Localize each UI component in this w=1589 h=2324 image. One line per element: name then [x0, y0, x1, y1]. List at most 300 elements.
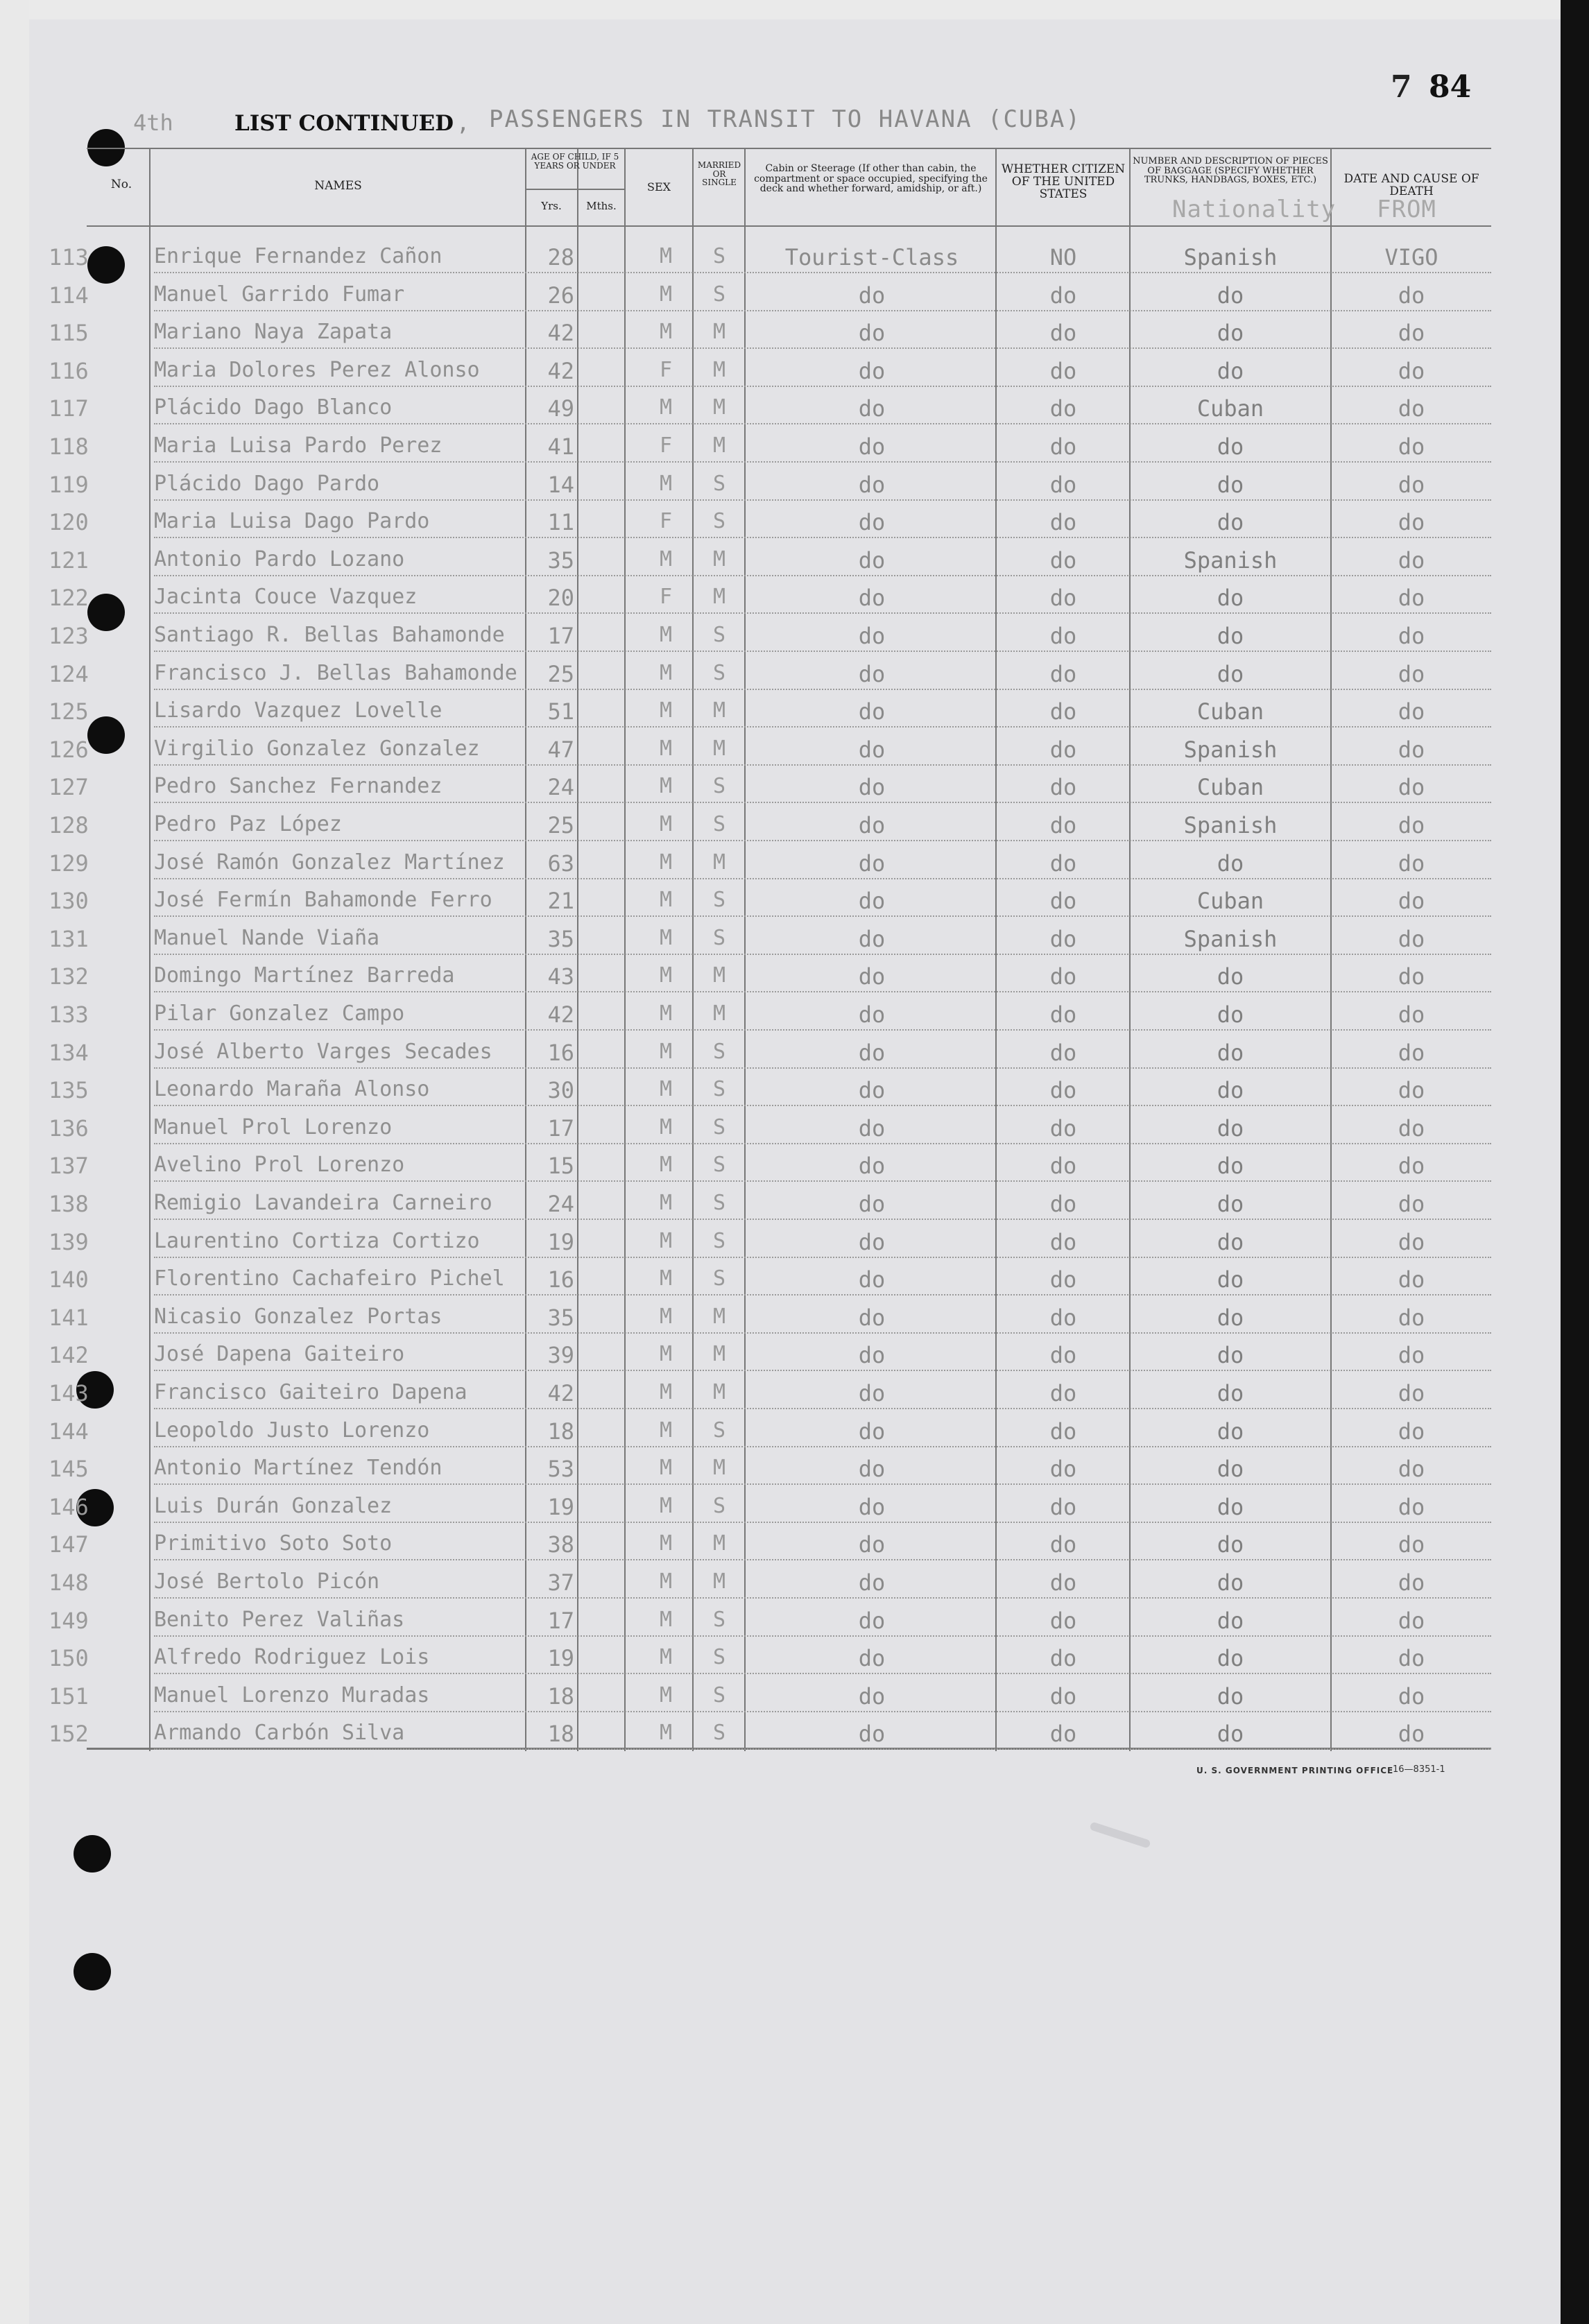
passenger-age: 35: [547, 1304, 574, 1331]
us-citizen: do: [1049, 1380, 1077, 1406]
port-from: do: [1398, 585, 1425, 612]
row-number: 129: [49, 850, 89, 877]
row-number: 121: [49, 546, 89, 574]
passenger-age: 24: [547, 1191, 574, 1217]
cabin-class: do: [858, 1569, 886, 1596]
passenger-sex: M: [659, 660, 673, 685]
passenger-sex: M: [659, 1001, 673, 1026]
nationality: do: [1217, 1039, 1244, 1066]
port-from: do: [1398, 812, 1425, 838]
passenger-sex: M: [659, 812, 673, 836]
port-from: do: [1398, 1266, 1425, 1293]
us-citizen: do: [1049, 1418, 1077, 1445]
passenger-name: José Alberto Varges Secades: [154, 1039, 492, 1064]
row-number: 148: [49, 1569, 89, 1596]
cabin-class: do: [858, 1039, 886, 1066]
passenger-name: Francisco J. Bellas Bahamonde: [154, 660, 517, 685]
passenger-name: Luis Durán Gonzalez: [154, 1493, 393, 1518]
port-from: do: [1398, 1153, 1425, 1180]
passenger-sex: M: [659, 1721, 673, 1746]
us-citizen: do: [1049, 1266, 1077, 1293]
port-from: do: [1398, 1380, 1425, 1406]
passenger-age: 42: [547, 357, 574, 384]
marital-status: S: [712, 282, 726, 307]
port-from: do: [1398, 546, 1425, 574]
row-dotted-rule: [154, 764, 1491, 766]
nationality: do: [1217, 1342, 1244, 1369]
cabin-class: do: [858, 963, 886, 990]
passenger-sex: M: [659, 698, 673, 723]
marital-status: S: [712, 1114, 726, 1139]
nationality: Cuban: [1196, 888, 1264, 915]
marital-status: M: [712, 1531, 726, 1556]
passenger-name: Maria Luisa Pardo Perez: [154, 433, 443, 458]
row-number: 143: [49, 1380, 89, 1406]
row-dotted-rule: [154, 1219, 1491, 1220]
row-dotted-rule: [154, 802, 1491, 803]
marital-status: S: [712, 471, 726, 496]
passenger-sex: M: [659, 1493, 673, 1518]
binder-hole: [74, 1835, 111, 1873]
row-number: 152: [49, 1721, 89, 1748]
row-dotted-rule: [154, 954, 1491, 955]
marital-status: S: [712, 1721, 726, 1746]
marital-status: S: [712, 1418, 726, 1443]
passenger-age: 25: [547, 812, 574, 838]
us-citizen: do: [1049, 1191, 1077, 1217]
passenger-name: Domingo Martínez Barreda: [154, 963, 455, 988]
header-no: No.: [110, 178, 132, 191]
marital-status: M: [712, 395, 726, 420]
row-number: 123: [49, 623, 89, 649]
port-from: do: [1398, 1001, 1425, 1028]
passenger-age: 18: [547, 1418, 574, 1445]
row-dotted-rule: [154, 1029, 1491, 1031]
cabin-class: do: [858, 1114, 886, 1142]
passenger-name: Lisardo Vazquez Lovelle: [154, 698, 443, 723]
row-number: 144: [49, 1418, 89, 1445]
passenger-sex: M: [659, 471, 673, 496]
scan-border-left: [0, 0, 29, 2324]
passenger-age: 53: [547, 1456, 574, 1483]
port-from: do: [1398, 1114, 1425, 1142]
row-dotted-rule: [154, 1370, 1491, 1371]
row-number: 133: [49, 1001, 89, 1028]
nationality: Cuban: [1196, 698, 1264, 725]
cabin-class: do: [858, 698, 886, 725]
port-from: do: [1398, 1077, 1425, 1104]
us-citizen: do: [1049, 963, 1077, 990]
passenger-sex: M: [659, 1191, 673, 1215]
port-from: do: [1398, 433, 1425, 460]
passenger-name: Maria Dolores Perez Alonso: [154, 357, 480, 382]
passenger-sex: M: [659, 395, 673, 420]
row-dotted-rule: [154, 537, 1491, 538]
passenger-sex: M: [659, 1304, 673, 1329]
header-age-yrs: Yrs.: [541, 200, 562, 212]
passenger-name: Enrique Fernandez Cañon: [154, 244, 443, 268]
us-citizen: do: [1049, 546, 1077, 574]
port-from: do: [1398, 395, 1425, 422]
cabin-class: do: [858, 509, 886, 536]
us-citizen: do: [1049, 1531, 1077, 1558]
marital-status: S: [712, 623, 726, 647]
port-from: do: [1398, 736, 1425, 763]
marital-status: S: [712, 1493, 726, 1518]
nationality: do: [1217, 660, 1244, 687]
passenger-sex: M: [659, 1380, 673, 1404]
row-number: 131: [49, 925, 89, 952]
row-number: 115: [49, 320, 89, 347]
row-dotted-rule: [154, 1332, 1491, 1334]
passenger-name: Francisco Gaiteiro Dapena: [154, 1380, 467, 1404]
nationality: do: [1217, 320, 1244, 347]
header-married: MARRIED OR SINGLE: [697, 160, 741, 188]
row-number: 130: [49, 888, 89, 915]
nationality: Spanish: [1183, 925, 1278, 952]
passenger-sex: M: [659, 244, 673, 268]
row-number: 120: [49, 509, 89, 536]
marital-status: S: [712, 1191, 726, 1215]
passenger-age: 41: [547, 433, 574, 460]
passenger-name: Laurentino Cortiza Cortizo: [154, 1228, 480, 1253]
port-from: do: [1398, 1569, 1425, 1596]
header-names: NAMES: [314, 179, 362, 193]
marital-status: M: [712, 1001, 726, 1026]
cabin-class: do: [858, 357, 886, 384]
marital-status: M: [712, 357, 726, 382]
row-dotted-rule: [154, 1143, 1491, 1144]
passenger-name: José Ramón Gonzalez Martínez: [154, 850, 505, 875]
header-death: DATE AND CAUSE OF DEATH: [1343, 172, 1479, 198]
nationality: do: [1217, 471, 1244, 498]
nationality: do: [1217, 1607, 1244, 1634]
row-dotted-rule: [154, 1257, 1491, 1258]
header-age: AGE OF CHILD, IF 5 YEARS OR UNDER: [531, 152, 619, 171]
passenger-age: 19: [547, 1228, 574, 1255]
row-number: 125: [49, 698, 89, 725]
passenger-sex: M: [659, 1645, 673, 1670]
marital-status: S: [712, 1682, 726, 1707]
list-prefix: 4th: [133, 110, 173, 136]
us-citizen: do: [1049, 1342, 1077, 1369]
col-rule: [149, 149, 151, 1751]
cabin-class: do: [858, 1304, 886, 1331]
passenger-age: 63: [547, 850, 574, 877]
passenger-sex: M: [659, 736, 673, 761]
nationality: do: [1217, 1380, 1244, 1406]
passenger-name: Nicasio Gonzalez Portas: [154, 1304, 443, 1329]
passenger-sex: M: [659, 774, 673, 799]
passenger-sex: M: [659, 1039, 673, 1064]
passenger-name: Manuel Garrido Fumar: [154, 282, 405, 307]
passenger-name: Manuel Prol Lorenzo: [154, 1114, 393, 1139]
marital-status: S: [712, 812, 726, 836]
row-dotted-rule: [154, 310, 1491, 311]
nationality: do: [1217, 1493, 1244, 1520]
port-from: do: [1398, 1418, 1425, 1445]
us-citizen: do: [1049, 660, 1077, 687]
row-number: 149: [49, 1607, 89, 1634]
cabin-class: do: [858, 1001, 886, 1028]
port-from: do: [1398, 1645, 1425, 1672]
passenger-age: 39: [547, 1342, 574, 1369]
cabin-class: do: [858, 1191, 886, 1217]
passenger-name: José Bertolo Picón: [154, 1569, 380, 1594]
nationality: do: [1217, 1531, 1244, 1558]
passenger-name: Antonio Martínez Tendón: [154, 1456, 443, 1481]
port-from: do: [1398, 357, 1425, 384]
row-dotted-rule: [154, 1408, 1491, 1409]
row-dotted-rule: [154, 1635, 1491, 1637]
us-citizen: do: [1049, 1607, 1077, 1634]
passenger-age: 30: [547, 1077, 574, 1104]
row-number: 124: [49, 660, 89, 687]
row-number: 116: [49, 357, 89, 384]
us-citizen: do: [1049, 509, 1077, 536]
row-dotted-rule: [154, 726, 1491, 728]
passenger-sex: M: [659, 1153, 673, 1178]
port-from: do: [1398, 774, 1425, 801]
row-number: 119: [49, 471, 89, 498]
passenger-age: 16: [547, 1266, 574, 1293]
passenger-sex: M: [659, 623, 673, 647]
row-number: 151: [49, 1682, 89, 1710]
passenger-sex: M: [659, 1266, 673, 1291]
header-baggage: NUMBER AND DESCRIPTION OF PIECES OF BAGGAGE (SPECIFY WHETHER TRUNKS, HANDBAGS, BOXES, ETC.): [1133, 156, 1328, 186]
passenger-age: 47: [547, 736, 574, 763]
passenger-age: 18: [547, 1682, 574, 1710]
port-from: do: [1398, 850, 1425, 877]
age-subheader-rule: [525, 189, 624, 190]
row-dotted-rule: [154, 1673, 1491, 1674]
from-stamp: FROM: [1377, 196, 1436, 223]
marital-status: S: [712, 509, 726, 534]
cabin-class: do: [858, 812, 886, 838]
port-from: do: [1398, 1342, 1425, 1369]
passenger-name: Pedro Sanchez Fernandez: [154, 774, 443, 799]
row-number: 113: [49, 244, 89, 270]
passenger-sex: M: [659, 1114, 673, 1139]
passenger-name: Leopoldo Justo Lorenzo: [154, 1418, 430, 1443]
row-number: 126: [49, 736, 89, 763]
cabin-class: do: [858, 736, 886, 763]
nationality: do: [1217, 1569, 1244, 1596]
us-citizen: do: [1049, 850, 1077, 877]
row-dotted-rule: [154, 689, 1491, 690]
passenger-age: 42: [547, 320, 574, 347]
passenger-age: 42: [547, 1380, 574, 1406]
cabin-class: do: [858, 774, 886, 801]
passenger-age: 20: [547, 585, 574, 612]
row-number: 142: [49, 1342, 89, 1369]
passenger-age: 21: [547, 888, 574, 915]
us-citizen: do: [1049, 1039, 1077, 1066]
nationality: do: [1217, 1266, 1244, 1293]
row-number: 145: [49, 1456, 89, 1483]
us-citizen: do: [1049, 888, 1077, 915]
row-number: 135: [49, 1077, 89, 1104]
us-citizen: do: [1049, 1721, 1077, 1748]
cabin-class: do: [858, 282, 886, 309]
passenger-sex: M: [659, 1607, 673, 1632]
port-from: do: [1398, 1191, 1425, 1217]
col-rule: [744, 149, 746, 1751]
cabin-class: do: [858, 1077, 886, 1104]
port-from: do: [1398, 1039, 1425, 1066]
us-citizen: do: [1049, 395, 1077, 422]
row-dotted-rule: [154, 878, 1491, 879]
cabin-class: do: [858, 1493, 886, 1520]
row-number: 150: [49, 1645, 89, 1672]
passenger-name: Pilar Gonzalez Campo: [154, 1001, 405, 1026]
passenger-sex: M: [659, 888, 673, 913]
nationality: do: [1217, 1682, 1244, 1710]
passenger-name: Leonardo Maraña Alonso: [154, 1077, 430, 1102]
port-from: do: [1398, 1607, 1425, 1634]
port-from: do: [1398, 1682, 1425, 1710]
marital-status: S: [712, 1266, 726, 1291]
passenger-age: 24: [547, 774, 574, 801]
us-citizen: do: [1049, 585, 1077, 612]
marital-status: M: [712, 850, 726, 875]
row-dotted-rule: [154, 915, 1491, 917]
us-citizen: do: [1049, 357, 1077, 384]
us-citizen: do: [1049, 1456, 1077, 1483]
passenger-name: Remigio Lavandeira Carneiro: [154, 1191, 492, 1215]
scan-border-top: [0, 0, 1589, 19]
row-number: 138: [49, 1191, 89, 1217]
passenger-age: 11: [547, 509, 574, 536]
cabin-class: do: [858, 395, 886, 422]
passenger-name: Santiago R. Bellas Bahamonde: [154, 623, 505, 647]
cabin-class: do: [858, 320, 886, 347]
row-dotted-rule: [154, 1105, 1491, 1106]
passenger-age: 38: [547, 1531, 574, 1558]
passenger-name: Manuel Nande Viaña: [154, 925, 380, 950]
passenger-age: 19: [547, 1493, 574, 1520]
marital-status: M: [712, 1569, 726, 1594]
marital-status: S: [712, 1039, 726, 1064]
row-dotted-rule: [154, 423, 1491, 424]
row-number: 117: [49, 395, 89, 422]
passenger-name: Plácido Dago Pardo: [154, 471, 380, 496]
marital-status: M: [712, 698, 726, 723]
nationality: do: [1217, 585, 1244, 612]
passenger-name: José Dapena Gaiteiro: [154, 1342, 405, 1367]
passenger-sex: F: [659, 585, 673, 610]
marital-status: S: [712, 1607, 726, 1632]
page-mark: 7: [1391, 69, 1412, 105]
binder-hole: [74, 1953, 111, 1990]
cabin-class: do: [858, 925, 886, 952]
passenger-name: Maria Luisa Dago Pardo: [154, 509, 430, 534]
cabin-class: do: [858, 1418, 886, 1445]
cabin-class: do: [858, 888, 886, 915]
list-title: LIST CONTINUED: [234, 111, 454, 136]
marital-status: S: [712, 888, 726, 913]
row-number: 139: [49, 1228, 89, 1255]
row-number: 140: [49, 1266, 89, 1293]
nationality: do: [1217, 1114, 1244, 1142]
passenger-name: José Fermín Bahamonde Ferro: [154, 888, 492, 913]
us-citizen: do: [1049, 1304, 1077, 1331]
us-citizen: do: [1049, 1493, 1077, 1520]
cabin-class: do: [858, 1228, 886, 1255]
nationality: do: [1217, 1418, 1244, 1445]
cabin-class: do: [858, 1721, 886, 1748]
port-from: do: [1398, 1228, 1425, 1255]
cabin-class: do: [858, 1682, 886, 1710]
nationality: do: [1217, 1153, 1244, 1180]
port-from: do: [1398, 698, 1425, 725]
cabin-class: Tourist-Class: [784, 244, 959, 270]
passenger-name: Virgilio Gonzalez Gonzalez: [154, 736, 480, 761]
table-top-rule: [87, 148, 1491, 149]
us-citizen: do: [1049, 736, 1077, 763]
port-from: do: [1398, 925, 1425, 952]
nationality: Cuban: [1196, 395, 1264, 422]
cabin-class: do: [858, 1380, 886, 1406]
row-dotted-rule: [154, 651, 1491, 652]
passenger-age: 35: [547, 925, 574, 952]
passenger-name: Alfredo Rodriguez Lois: [154, 1645, 430, 1670]
passenger-age: 35: [547, 546, 574, 574]
passenger-age: 17: [547, 1114, 574, 1142]
nationality: do: [1217, 1645, 1244, 1672]
port-from: do: [1398, 1304, 1425, 1331]
port-from: do: [1398, 1531, 1425, 1558]
passenger-sex: M: [659, 1228, 673, 1253]
cabin-class: do: [858, 1456, 886, 1483]
transit-heading: PASSENGERS IN TRANSIT TO HAVANA (CUBA): [489, 105, 1081, 133]
row-dotted-rule: [154, 1522, 1491, 1523]
cabin-class: do: [858, 623, 886, 649]
row-dotted-rule: [154, 347, 1491, 349]
row-number: 127: [49, 774, 89, 801]
row-dotted-rule: [154, 461, 1491, 463]
col-rule: [624, 149, 626, 1751]
passenger-sex: M: [659, 963, 673, 988]
row-dotted-rule: [154, 991, 1491, 992]
marital-status: S: [712, 774, 726, 799]
passenger-name: Mariano Naya Zapata: [154, 320, 393, 345]
port-from: do: [1398, 623, 1425, 649]
passenger-name: Florentino Cachafeiro Pichel: [154, 1266, 505, 1291]
us-citizen: do: [1049, 1077, 1077, 1104]
passenger-sex: M: [659, 320, 673, 345]
passenger-sex: M: [659, 282, 673, 307]
cabin-class: do: [858, 1645, 886, 1672]
row-dotted-rule: [154, 1180, 1491, 1182]
marital-status: M: [712, 433, 726, 458]
passenger-name: Jacinta Couce Vazquez: [154, 585, 418, 610]
passenger-sex: M: [659, 925, 673, 950]
passenger-sex: M: [659, 850, 673, 875]
row-dotted-rule: [154, 575, 1491, 576]
us-citizen: NO: [1049, 244, 1077, 270]
cabin-class: do: [858, 660, 886, 687]
passenger-name: Avelino Prol Lorenzo: [154, 1153, 405, 1178]
cabin-class: do: [858, 471, 886, 498]
row-dotted-rule: [154, 272, 1491, 273]
cabin-class: do: [858, 585, 886, 612]
cabin-class: do: [858, 850, 886, 877]
us-citizen: do: [1049, 433, 1077, 460]
header-cabin: Cabin or Steerage (If other than cabin, the compartment or space occupied, specifying the deck and whether forward, amidship, or aft.): [754, 163, 988, 195]
port-from: VIGO: [1384, 244, 1438, 270]
us-citizen: do: [1049, 623, 1077, 649]
